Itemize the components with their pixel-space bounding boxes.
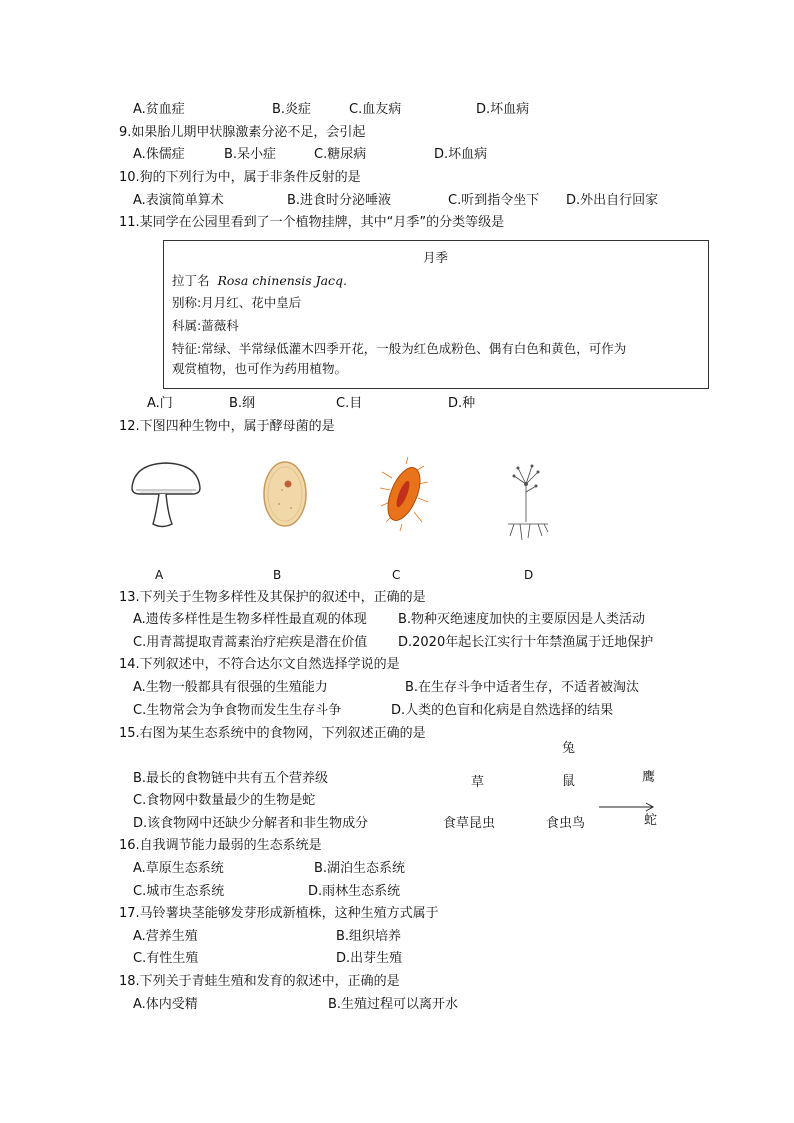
q16-option-a: A.草原生态系统: [133, 861, 224, 876]
plaque-alias: 别称:月月红、花中皇后: [172, 295, 302, 310]
plaque-feature-line1: 特征:常绿、半常绿低灌木四季开花，一般为红色成粉色、偶有白色和黄色，可作为: [172, 341, 627, 356]
q18-option-a: A.体内受精: [133, 997, 198, 1012]
q11-option-a: A.门: [147, 396, 173, 411]
q17-option-b: B.组织培养: [336, 929, 402, 944]
plaque-title: 月季: [423, 250, 449, 265]
q17-option-d: D.出芽生殖: [336, 951, 403, 966]
q17-option-a: A.营养生殖: [133, 929, 198, 944]
q16-option-c: C.城市生态系统: [133, 884, 225, 899]
q17-option-c: C.有性生殖: [133, 951, 199, 966]
q16-option-d: D.雨林生态系统: [308, 884, 401, 899]
plaque-latin-name: Rosa chinensis Jacq.: [217, 273, 348, 288]
q14-option-c: C.生物常会为争食物而发生生存斗争: [133, 703, 342, 718]
q10-option-a: A.表演简单算术: [133, 193, 224, 208]
q13-option-d: D.2020年起长江实行十年禁渔属于迁地保护: [398, 635, 654, 650]
q10-option-d: D.外出自行回家: [566, 193, 659, 208]
mushroom-figure: [128, 458, 204, 532]
food-web-mouse: 鼠: [562, 774, 576, 789]
q9-option-a: A.侏儒症: [133, 147, 185, 162]
q13-option-c: C.用青蒿提取青蒿素治疗疟疾是潜在价值: [133, 635, 368, 650]
q14-option-d: D.人类的色盲和化病是自然选择的结果: [391, 703, 614, 718]
plaque-latin-row: [172, 273, 347, 289]
q16-option-b: B.湖泊生态系统: [314, 861, 406, 876]
q8-option-d: D.坏血病: [476, 102, 530, 117]
plant-plaque: [163, 240, 709, 389]
q18-stem: 18.下列关于青蛙生殖和发育的叙述中，正确的是: [119, 974, 400, 989]
plaque-feature-line2: 观赏植物，也可作为药用植物。: [172, 361, 348, 376]
food-web-grass: 草: [471, 775, 485, 790]
q10-option-b: B.进食时分泌唾液: [287, 193, 392, 208]
q8-option-a: A.贫血症: [133, 102, 185, 117]
food-web-arrow: [598, 800, 656, 814]
plaque-family: 科属:蔷薇科: [172, 318, 239, 333]
q8-option-b: B.炎症: [272, 102, 312, 117]
q18-option-b: B.生殖过程可以离开水: [328, 997, 459, 1012]
q9-option-d: D.坏血病: [434, 147, 488, 162]
q15-stem: 15.右图为某生态系统中的食物网，下列叙述正确的是: [119, 726, 426, 741]
q10-option-c: C.听到指令坐下: [448, 193, 540, 208]
yeast-cell-figure: [260, 458, 310, 530]
food-web-bird: 食虫鸟: [546, 816, 586, 831]
q17-stem: 17.马铃薯块茎能够发芽形成新植株，这种生殖方式属于: [119, 906, 439, 921]
q15-option-c: C.食物网中数量最少的生物是蛇: [133, 793, 316, 808]
q11-stem: 11.某同学在公园里看到了一个植物挂牌，其中“月季”的分类等级是: [119, 215, 505, 230]
q12-stem: 12.下图四种生物中，属于酵母菌的是: [119, 419, 335, 434]
figure-label-c: C: [392, 568, 401, 582]
q13-option-b: B.物种灭绝速度加快的主要原因是人类活动: [398, 612, 646, 627]
food-web-insect: 食草昆虫: [443, 816, 496, 831]
mold-figure: [500, 462, 556, 548]
bacterium-figure: [378, 456, 430, 532]
food-web-eagle: 鹰: [642, 770, 656, 785]
figure-label-b: B: [273, 568, 282, 582]
q14-option-b: B.在生存斗争中适者生存，不适者被淘汰: [405, 680, 640, 695]
q14-option-a: A.生物一般都具有很强的生殖能力: [133, 680, 328, 695]
q11-option-b: B.纲: [229, 396, 256, 411]
q10-stem: 10.狗的下列行为中，属于非条件反射的是: [119, 170, 361, 185]
food-web-snake: 蛇: [644, 813, 658, 828]
q13-option-a: A.遗传多样性是生物多样性最直观的体现: [133, 612, 367, 627]
plaque-latin-label: 拉丁名: [172, 273, 210, 288]
q8-option-c: C.血友病: [349, 102, 402, 117]
q15-option-d: D.该食物网中还缺少分解者和非生物成分: [133, 816, 369, 831]
food-web-rabbit: 兔: [562, 741, 576, 756]
q9-option-c: C.糖尿病: [314, 147, 367, 162]
figure-label-a: A: [155, 568, 164, 582]
q15-option-b: B.最长的食物链中共有五个营养级: [133, 771, 329, 786]
q11-option-c: C.目: [336, 396, 363, 411]
figure-label-d: D: [524, 568, 534, 582]
q9-option-b: B.呆小症: [224, 147, 277, 162]
q13-stem: 13.下列关于生物多样性及其保护的叙述中，正确的是: [119, 590, 426, 605]
q14-stem: 14.下列叙述中，不符合达尔文自然选择学说的是: [119, 657, 400, 672]
q9-stem: 9.如果胎儿期甲状腺激素分泌不足，会引起: [119, 125, 366, 140]
q16-stem: 16.自我调节能力最弱的生态系统是: [119, 838, 322, 853]
q11-option-d: D.种: [448, 396, 476, 411]
